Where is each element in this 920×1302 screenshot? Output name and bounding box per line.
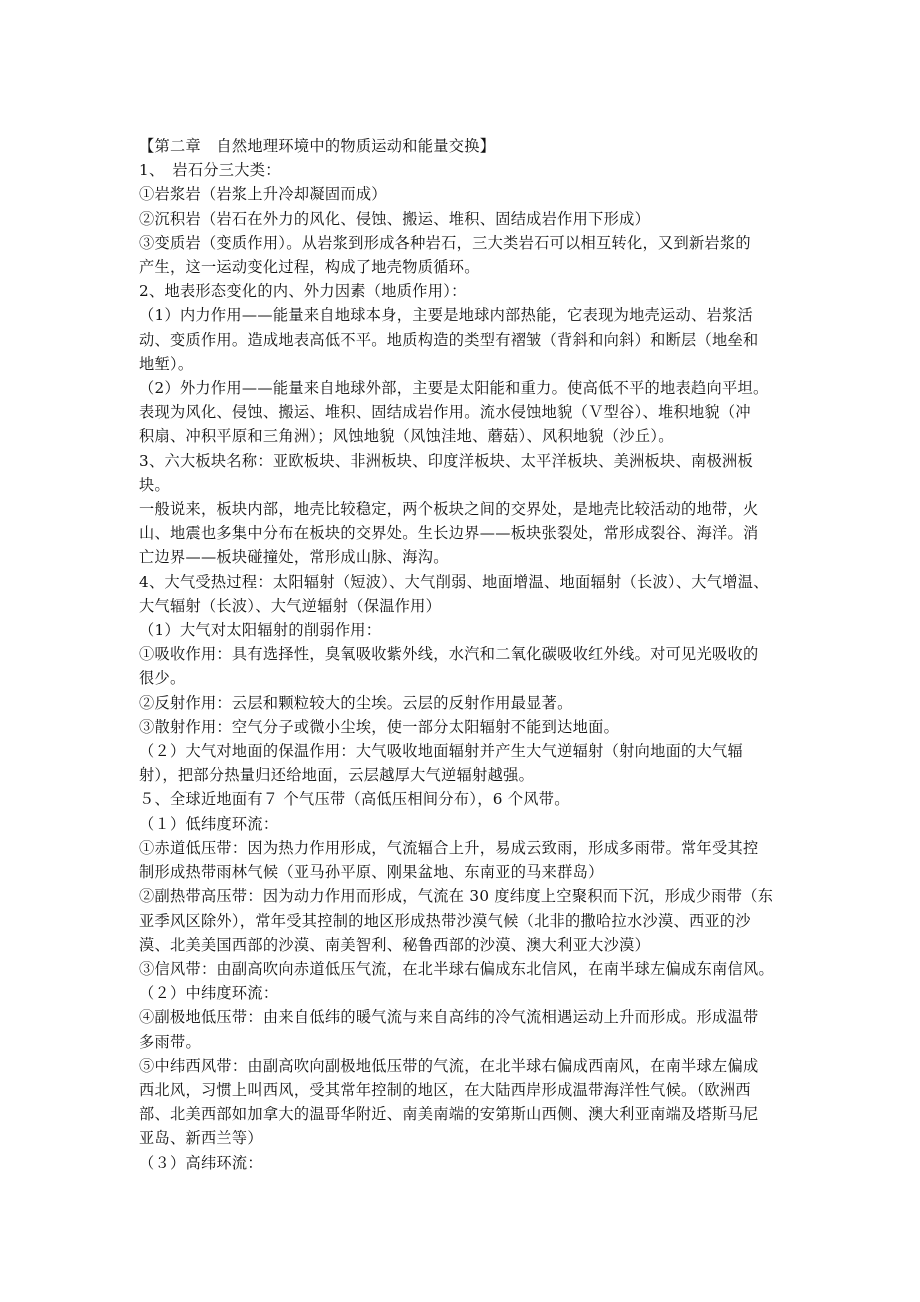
text-line: 很少。 — [139, 669, 186, 688]
text-line: 动、变质作用。造成地表高低不平。地质构造的类型有褶皱（背斜和向斜）和断层（地垒和 — [139, 330, 759, 349]
text-line: ①吸收作用：具有选择性，臭氧吸收紫外线，水汽和二氧化碳吸收红外线。对可见光吸收的 — [139, 645, 759, 664]
text-line: 一般说来，板块内部，地壳比较稳定，两个板块之间的交界处，是地壳比较活动的地带，火 — [139, 500, 759, 519]
section-heading: 3、六大板块名称：亚欧板块、非洲板块、印度洋板块、太平洋板块、美洲板块、南极洲板 — [139, 451, 753, 470]
text-line: 西北风，习惯上叫西风，受其常年控制的地区，在大陆西岸形成温带海洋性气候。（欧洲西 — [139, 1080, 751, 1099]
text-line: ③变质岩（变质作用）。从岩浆到形成各种岩石，三大类岩石可以相互转化，又到新岩浆的 — [139, 233, 751, 252]
text-line: 亚岛、新西兰等） — [139, 1129, 263, 1148]
section-heading: 2、地表形态变化的内、外力因素（地质作用）： — [139, 282, 467, 301]
text-line: 地堑）。 — [139, 354, 194, 373]
text-line: 部、北美西部如加拿大的温哥华附近、南美南端的安第斯山西侧、澳大利亚南端及塔斯马尼 — [139, 1105, 759, 1124]
text-line: （1）内力作用——能量来自地球本身，主要是地球内部热能，它表现为地壳运动、岩浆活 — [139, 306, 753, 325]
text-line: 表现为风化、侵蚀、搬运、堆积、固结成岩作用。流水侵蚀地貌（Ｖ型谷）、堆积地貌（冲 — [139, 403, 751, 422]
text-line: 亡边界——板块碰撞处，常形成山脉、海沟。 — [139, 548, 449, 567]
text-line: 制形成热带雨林气候（亚马孙平原、刚果盆地、东南亚的马来群岛） — [139, 863, 604, 882]
text-line: （２）中纬度环流： — [139, 984, 279, 1003]
text-line: 块。 — [139, 475, 170, 494]
text-line: 产生，这一运动变化过程，构成了地壳物质循环。 — [139, 258, 480, 277]
text-line: 1、 岩石分三大类： — [139, 161, 281, 180]
text-line: ①赤道低压带：因为热力作用形成，气流辐合上升，易成云致雨，形成多雨带。常年受其控 — [139, 838, 759, 857]
text-line: 射），把部分热量归还给地面，云层越厚大气逆辐射越强。 — [139, 766, 535, 785]
section-heading: 4、大气受热过程：太阳辐射（短波）、大气削弱、地面增温、地面辐射（长波）、大气增温、 — [139, 572, 769, 591]
text-line: 积扇、冲积平原和三角洲）；风蚀地貌（风蚀洼地、蘑菇）、风积地貌（沙丘）。 — [139, 427, 674, 446]
text-line: ③散射作用：空气分子或微小尘埃，使一部分太阳辐射不能到达地面。 — [139, 717, 620, 736]
text-line: ②副热带高压带：因为动力作用而形成，气流在 30 度纬度上空聚积而下沉，形成少雨带（东 — [139, 887, 774, 906]
text-line: ③信风带：由副高吹向赤道低压气流，在北半球右偏成东北信风，在南半球左偏成东南信风。 — [139, 959, 774, 978]
text-line: （２）大气对地面的保温作用：大气吸收地面辐射并产生大气逆辐射（射向地面的大气辐 — [139, 742, 744, 761]
text-line: ④副极地低压带：由来自低纬的暖气流与来自高纬的冷气流相遇运动上升而形成。形成温带 — [139, 1008, 759, 1027]
document-page — [139, 134, 789, 1175]
text-line: （2）外力作用——能量来自地球外部，主要是太阳能和重力。使高低不平的地表趋向平坦。 — [139, 379, 769, 398]
text-line: （１）低纬度环流： — [139, 814, 279, 833]
section-heading: ５、全球近地面有７ 个气压带（高低压相间分布），6 个风带。 — [139, 790, 570, 809]
text-line: 多雨带。 — [139, 1032, 201, 1051]
text-line: 漠、北美美国西部的沙漠、南美智利、秘鲁西部的沙漠、澳大利亚大沙漠） — [139, 935, 651, 954]
text-line: ①岩浆岩（岩浆上升冷却凝固而成） — [139, 185, 387, 204]
text-line: （1）大气对太阳辐射的削弱作用： — [139, 621, 382, 640]
text-line: 山、地震也多集中分布在板块的交界处。生长边界——板块张裂处，常形成裂谷、海洋。消 — [139, 524, 759, 543]
text-line: （３）高纬环流： — [139, 1153, 263, 1172]
text-line: 大气辐射（长波）、大气逆辐射（保温作用） — [139, 596, 442, 615]
text-line: ②反射作用：云层和颗粒较大的尘埃。云层的反射作用最显著。 — [139, 693, 573, 712]
chapter-heading: 【第二章 自然地理环境中的物质运动和能量交换】 — [139, 137, 496, 155]
text-line: 亚季风区除外），常年受其控制的地区形成热带沙漠气候（北非的撒哈拉水沙漠、西亚的沙 — [139, 911, 751, 930]
text-line: ⑤中纬西风带：由副高吹向副极地低压带的气流，在北半球右偏成西南风，在南半球左偏成 — [139, 1056, 759, 1075]
text-line: ②沉积岩（岩石在外力的风化、侵蚀、搬运、堆积、固结成岩作用下形成） — [139, 209, 651, 228]
